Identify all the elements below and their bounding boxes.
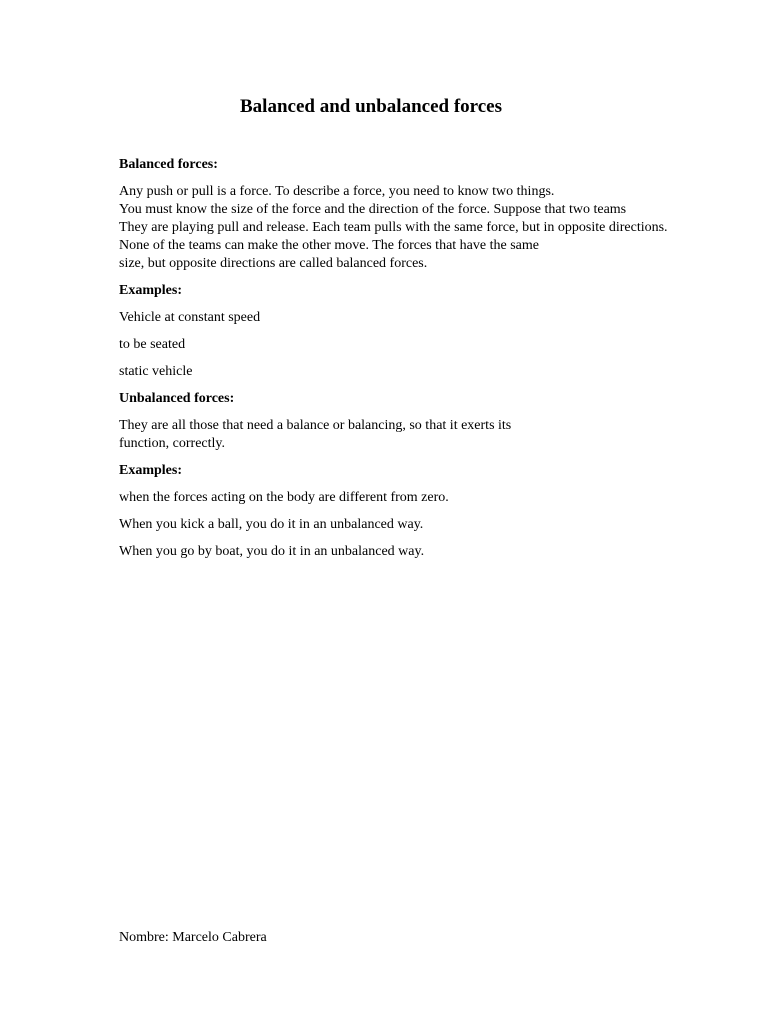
unbalanced-examples-heading: Examples:	[119, 463, 182, 478]
example-item: Vehicle at constant speed	[119, 310, 261, 325]
balanced-forces-paragraph	[119, 183, 719, 273]
balanced-forces-heading: Balanced forces:	[119, 157, 218, 172]
unbalanced-forces-heading: Unbalanced forces:	[119, 391, 235, 406]
paragraph-line: They are all those that need a balance or balancing, so that it exerts its	[119, 418, 512, 433]
paragraph-line: size, but opposite directions are called balanced forces.	[119, 256, 428, 271]
example-item: When you kick a ball, you do it in an unbalanced way.	[119, 517, 424, 532]
paragraph-line: They are playing pull and release. Each team pulls with the same force, but in opposite directions.	[119, 220, 668, 235]
paragraph-line: You must know the size of the force and the direction of the force. Suppose that two teams	[119, 202, 627, 217]
unbalanced-forces-paragraph	[119, 417, 719, 453]
paragraph-line: function, correctly.	[119, 436, 225, 451]
balanced-examples-heading: Examples:	[119, 283, 182, 298]
example-item: when the forces acting on the body are different from zero.	[119, 490, 449, 505]
example-item: When you go by boat, you do it in an unbalanced way.	[119, 544, 425, 559]
document-body	[119, 156, 719, 570]
paragraph-line: Any push or pull is a force. To describe a force, you need to know two things.	[119, 184, 555, 199]
example-item: to be seated	[119, 337, 186, 352]
author-name-footer: Nombre: Marcelo Cabrera	[119, 930, 267, 945]
example-item: static vehicle	[119, 364, 193, 379]
paragraph-line: None of the teams can make the other move. The forces that have the same	[119, 238, 539, 253]
document-title: Balanced and unbalanced forces	[240, 96, 502, 117]
